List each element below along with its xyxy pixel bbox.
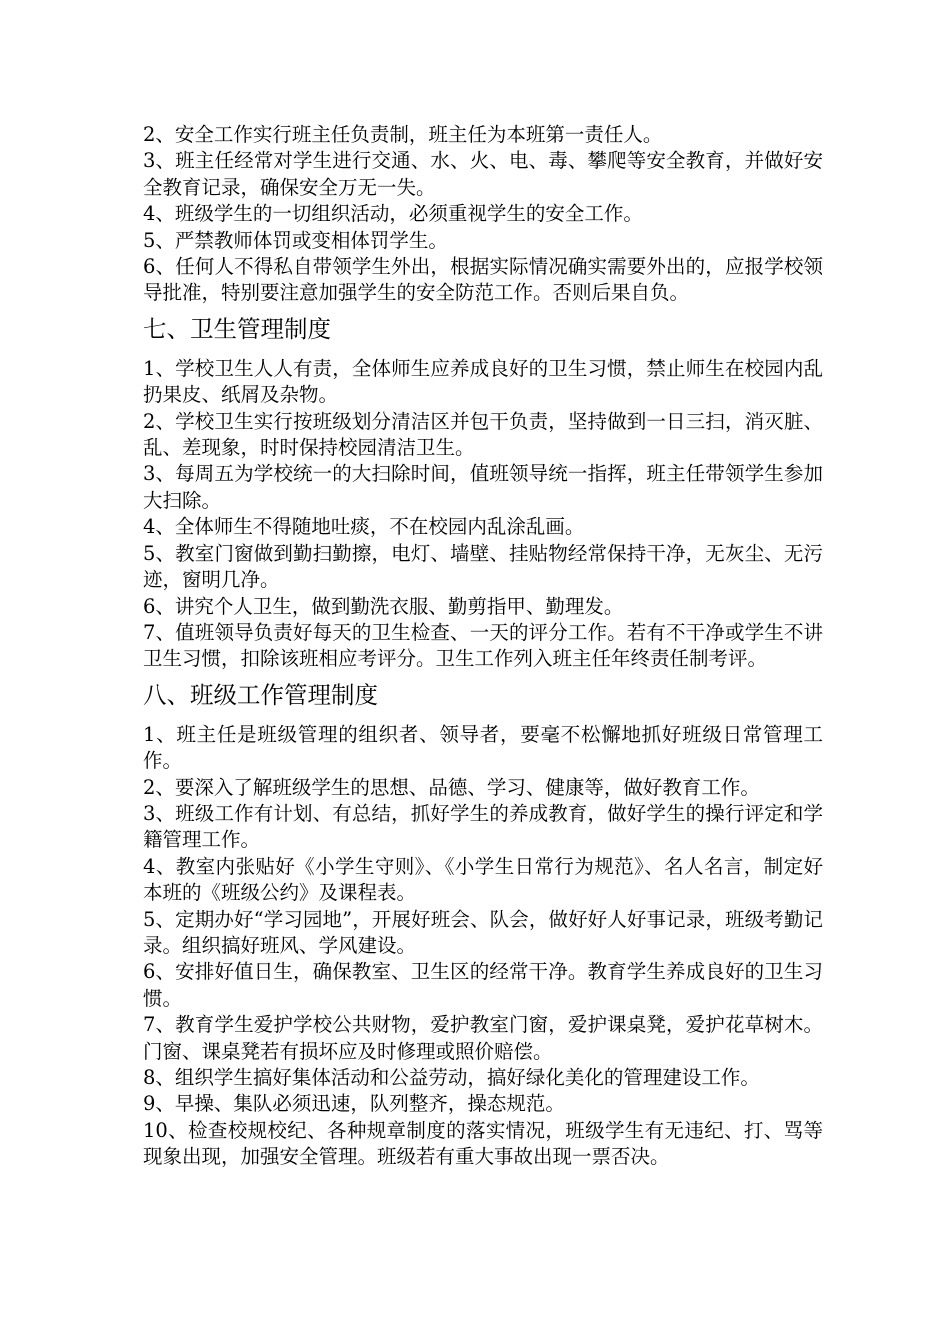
list-item: 4、全体师生不得随地吐痰，不在校园内乱涂乱画。 [143,515,585,539]
list-item: 3、每周五为学校统一的大扫除时间，值班领导统一指挥，班主任带领学生参加大扫除。 [143,462,823,512]
list-item: 1、班主任是班级管理的组织者、领导者，要毫不松懈地抓好班级日常管理工作。 [143,722,823,773]
list-item: 2、安全工作实行班主任负责制，班主任为本班第一责任人。 [143,123,663,146]
list-item: 2、学校卫生实行按班级划分清洁区并包干负责，坚持做到一日三扫，消灭脏、乱、差现象，时时保持校园清洁卫生。 [143,409,823,460]
list-item: 3、班级工作有计划、有总结，抓好学生的养成教育，做好学生的操行评定和学籍管理工作。 [143,801,823,852]
list-item: 9、早操、集队必须迅速，队列整齐，操态规范。 [143,1092,565,1116]
document-body [143,122,823,1171]
list-item: 2、要深入了解班级学生的思想、品德、学习、健康等，做好教育工作。 [143,775,760,799]
list-item: 7、值班领导负责好每天的卫生检查、一天的评分工作。若有不干净或学生不讲卫生习惯，扣除该班相应考评分。卫生工作列入班主任年终责任制考评。 [143,620,823,671]
list-item: 6、任何人不得私自带领学生外出，根据实际情况确实需要外出的，应报学校领导批准，特别要注意加强学生的安全防范工作。否则后果自负。 [143,255,823,305]
list-item: 6、讲究个人卫生，做到勤洗衣服、勤剪指甲、勤理发。 [143,594,624,618]
list-item: 5、严禁教师体罚或变相体罚学生。 [143,228,448,252]
list-item: 6、安排好值日生，确保教室、卫生区的经常干净。教育学生养成良好的卫生习惯。 [143,960,823,1010]
list-item: 4、教室内张贴好《小学生守则》、《小学生日常行为规范》、名人名言，制定好本班的《班级公约》及课程表。 [143,854,823,905]
list-item: 3、班主任经常对学生进行交通、水、火、电、毒、攀爬等安全教育，并做好安全教育记录，确保安全万无一失。 [143,149,823,199]
list-item: 7、教育学生爱护学校公共财物，爱护教室门窗，爱护课桌凳，爱护花草树木。门窗、课桌凳若有损坏应及时修理或照价赔偿。 [143,1013,823,1063]
list-item: 5、教室门窗做到勤扫勤擦，电灯、墙壁、挂贴物经常保持干净，无灰尘、无污迹，窗明几净。 [143,541,823,592]
section-heading-class-management: 八、班级工作管理制度 [143,680,378,709]
intro-list [143,122,823,307]
class-management-rules-list [143,722,823,1171]
list-item: 5、定期办好“学习园地”，开展好班会、队会，做好好人好事记录，班级考勤记录。组织搞好班风、学风建设。 [143,907,823,957]
list-item: 10、检查校规校纪、各种规章制度的落实情况，班级学生有无违纪、打、骂等现象出现，加强安全管理。班级若有重大事故出现一票否决。 [143,1118,823,1169]
hygiene-rules-list [143,356,823,673]
list-item: 4、班级学生的一切组织活动，必须重视学生的安全工作。 [143,202,643,226]
section-heading-hygiene: 七、卫生管理制度 [143,314,331,343]
list-item: 1、学校卫生人人有责，全体师生应养成良好的卫生习惯，禁止师生在校园内乱扔果皮、纸屑及杂物。 [143,356,823,407]
list-item: 8、组织学生搞好集体活动和公益劳动，搞好绿化美化的管理建设工作。 [143,1066,760,1089]
